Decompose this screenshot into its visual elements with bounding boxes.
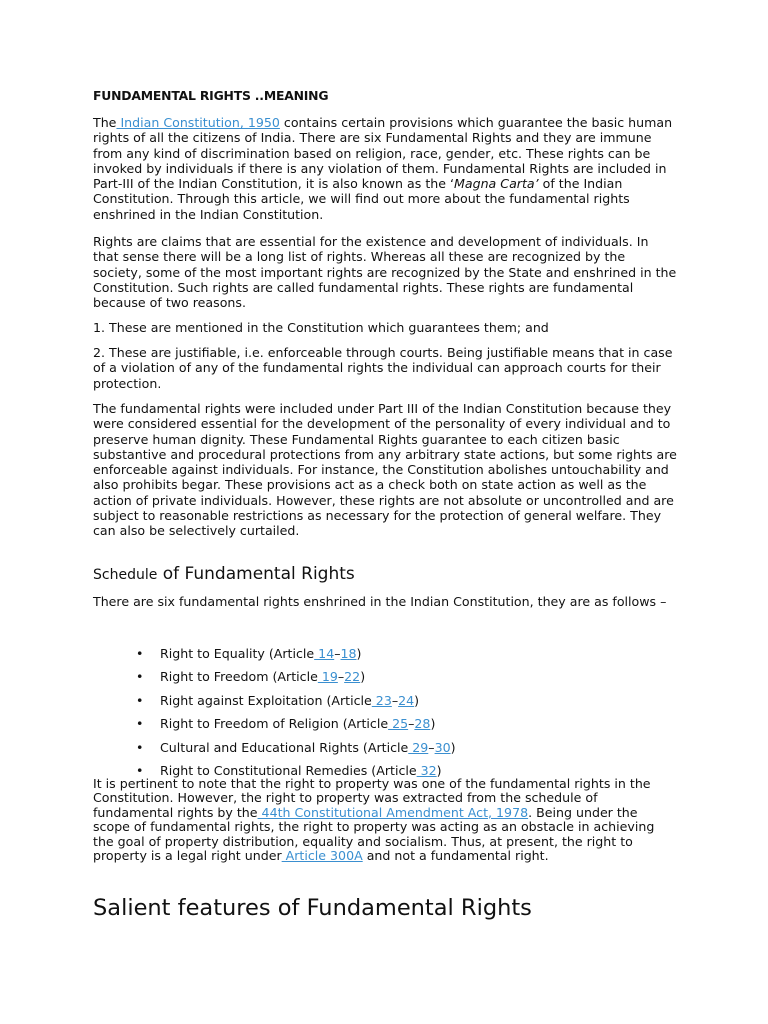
right-label: Cultural and Educational Rights (Article xyxy=(160,739,409,755)
property-text-middle: . Being under the scope of fundamental rights, the right to property was acting as an obstacle in achieving the goal of property distribution, equality and socialism. Thus, at present, the right to property is a legal right under xyxy=(93,804,655,864)
close-paren: ) xyxy=(414,692,420,708)
schedule-heading-small: Schedule xyxy=(93,567,158,583)
intro-text-end: of the Indian Constitution. Through this article, we will find out more about the fundamental rights enshrined in the Indian Constitution. xyxy=(93,176,630,222)
property-text-start: It is pertinent to note that the right to property was one of the fundamental rights in the Constitution. However, the right to property was extracted from the schedule of fundamental rights by the xyxy=(93,776,651,820)
dash: – xyxy=(337,669,345,685)
list-item xyxy=(93,692,456,715)
bullet-icon: • xyxy=(136,646,144,661)
right-label: Right to Constitutional Remedies (Article xyxy=(160,762,417,778)
schedule-heading xyxy=(93,564,355,584)
dash: – xyxy=(428,739,435,755)
reason-one: 1. These are mentioned in the Constitution which guarantees them; and xyxy=(93,320,549,335)
article-link[interactable]: 25 xyxy=(388,716,409,732)
intro-paragraph xyxy=(93,115,677,222)
right-label: Right against Exploitation (Article xyxy=(160,692,372,708)
rights-claims-paragraph: Rights are claims that are essential for the existence and development of individuals. In that sense there will be a long list of rights. Whereas all these are recognized by the society, some of the most important rights are recognized by the State and enshrined in the Constitution. Such rights are called fundamental rights. These rights are fundamental because of two reasons. xyxy=(93,234,677,311)
dash: – xyxy=(334,646,341,661)
list-item xyxy=(93,668,456,691)
article-link[interactable]: 18 xyxy=(340,646,357,661)
page-title: FUNDAMENTAL RIGHTS ..MEANING xyxy=(93,88,329,103)
article-300a-link[interactable]: Article 300A xyxy=(281,848,363,864)
right-label: Right to Freedom of Religion (Article xyxy=(160,716,389,732)
bullet-icon: • xyxy=(136,692,144,708)
salient-features-heading: Salient features of Fundamental Rights xyxy=(93,895,532,921)
close-paren: ) xyxy=(450,739,456,755)
property-paragraph xyxy=(93,777,677,863)
close-paren: ) xyxy=(356,646,362,661)
intro-text-body: contains certain provisions which guarantee the basic human rights of all the citizens of India. There are six Fundamental Rights and they are immune from any kind of discrimination based on religion, race, gender, etc. These rights can be invoked by individuals if there is any violation of them. Fundamental Rights are included in Part-III of the Indian Constitution, it is also known as the ‘ xyxy=(93,115,673,192)
article-link[interactable]: 14 xyxy=(314,646,335,661)
dash: – xyxy=(391,692,399,708)
bullet-icon: • xyxy=(136,669,144,685)
schedule-heading-rest: of Fundamental Rights xyxy=(157,564,355,584)
article-link[interactable]: 24 xyxy=(398,692,415,708)
bullet-icon: • xyxy=(136,739,144,755)
right-label: Right to Freedom (Article xyxy=(160,669,318,685)
right-label: Right to Equality (Article xyxy=(160,646,315,661)
schedule-intro: There are six fundamental rights enshrined in the Indian Constitution, they are as follows – xyxy=(93,594,667,609)
article-link[interactable]: 22 xyxy=(344,669,361,685)
bullet-icon: • xyxy=(136,716,144,732)
article-link[interactable]: 30 xyxy=(434,739,451,755)
magna-carta-italic: Magna Carta’ xyxy=(454,176,539,192)
list-item xyxy=(93,715,456,738)
article-link[interactable]: 29 xyxy=(408,739,429,755)
close-paren: ) xyxy=(430,716,436,732)
dash: – xyxy=(408,716,415,732)
article-link[interactable]: 19 xyxy=(317,669,338,685)
reason-two: 2. These are justifiable, i.e. enforceable through courts. Being justifiable means that in case of a violation of any of the fundamental rights the individual can approach courts for their protection. xyxy=(93,345,673,391)
close-paren: ) xyxy=(436,762,442,778)
amendment-act-link[interactable]: 44th Constitutional Amendment Act, 1978 xyxy=(257,804,529,820)
list-item xyxy=(93,739,456,762)
article-link[interactable]: 23 xyxy=(371,692,392,708)
intro-text-start: The xyxy=(93,115,117,130)
article-link[interactable]: 32 xyxy=(416,762,437,778)
property-text-end: and not a fundamental right. xyxy=(362,848,549,864)
indian-constitution-link[interactable]: Indian Constitution, 1950 xyxy=(116,115,280,130)
article-link[interactable]: 28 xyxy=(414,716,431,732)
bullet-icon: • xyxy=(136,762,144,778)
rights-list xyxy=(93,645,456,785)
list-item xyxy=(93,645,456,668)
close-paren: ) xyxy=(360,669,366,685)
part-three-paragraph: The fundamental rights were included under Part III of the Indian Constitution because they were considered essential for the development of the personality of every individual and to preserve human dignity. These Fundamental Rights guarantee to each citizen basic substantive and procedural protections from any arbitrary state actions, but some rights are enforceable against individuals. For instance, the Constitution abolishes untouchability and also prohibits begar. These provisions act as a check both on state action as well as the action of private individuals. However, these rights are not absolute or uncontrolled and are subject to reasonable restrictions as necessary for the protection of general welfare. They can also be selectively curtailed. xyxy=(93,401,677,539)
